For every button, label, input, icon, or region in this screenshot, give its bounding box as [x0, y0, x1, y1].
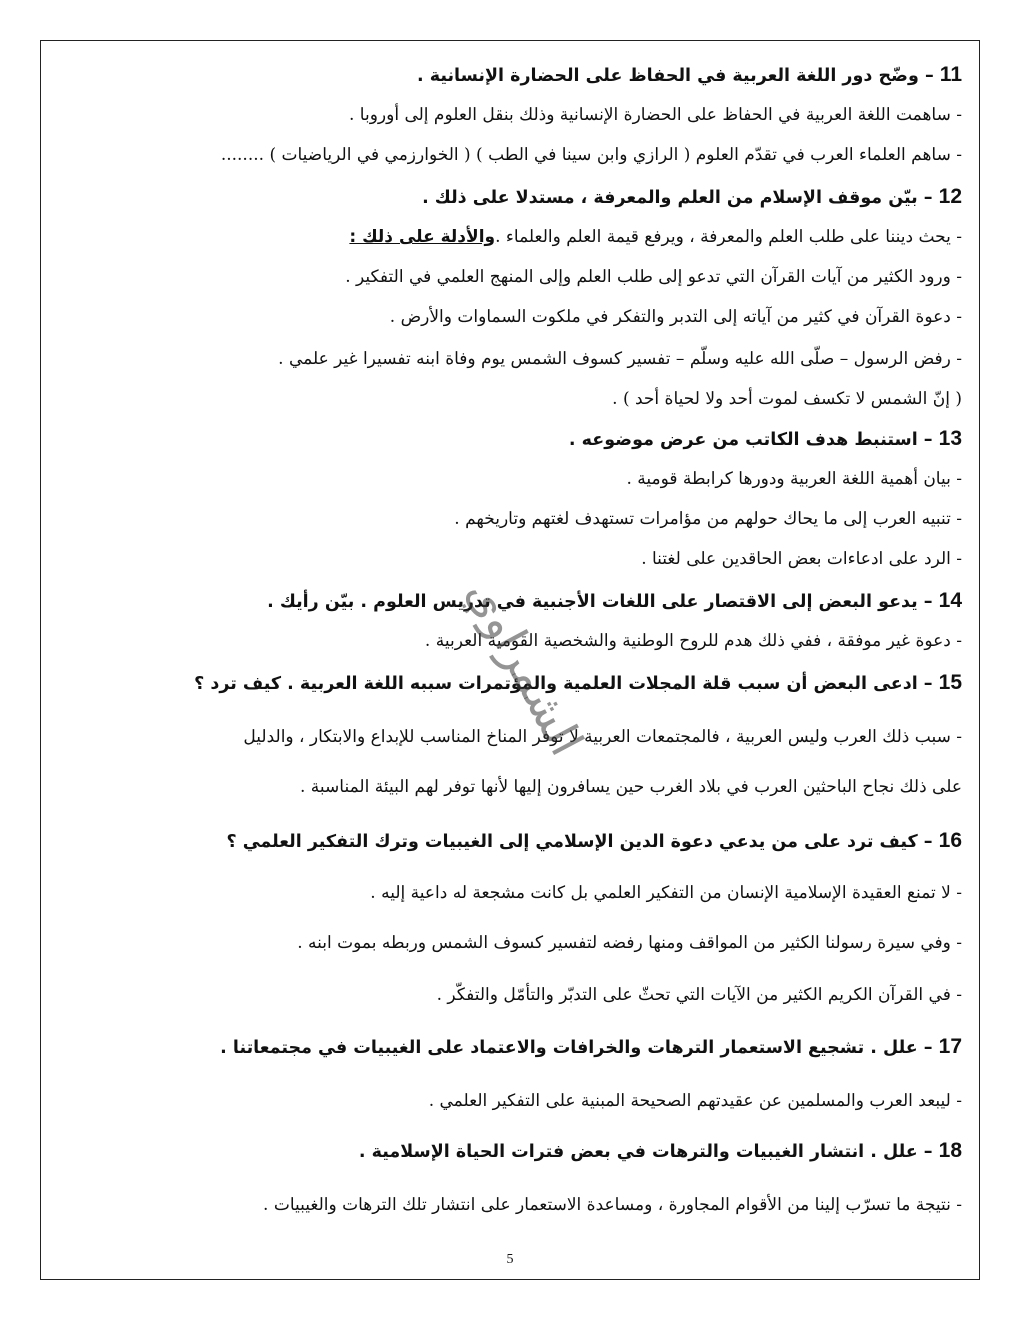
- answer-line: ( إنّ الشمس لا تكسف لموت أحد ولا لحياة أحد ) .: [612, 389, 962, 409]
- answer-line: - الرد على ادعاءات بعض الحاقدين على لغتنا .: [641, 549, 962, 569]
- question-13: 13 – استنبط هدف الكاتب من عرض موضوعه .: [568, 427, 962, 450]
- question-17: 17 – علل . تشجيع الاستعمار الترهات والخرافات والاعتماد على الغيبيات في مجتمعاتنا .: [220, 1035, 962, 1058]
- answer-line: - في القرآن الكريم الكثير من الآيات التي تحثّ على التدبّر والتأمّل والتفكّر .: [436, 985, 962, 1005]
- answer-line: - ورود الكثير من آيات القرآن التي تدعو إلى طلب العلم وإلى المنهج العلمي في التفكير .: [345, 267, 962, 287]
- answer-line: - وفي سيرة رسولنا الكثير من المواقف ومنها رفضه لتفسير كسوف الشمس وربطه بموت ابنه .: [297, 933, 962, 953]
- page-number: 5: [506, 1252, 514, 1267]
- answer-line: - يحث ديننا على طلب العلم والمعرفة ، ويرفع قيمة العلم والعلماء .والأدلة على ذلك :: [349, 227, 962, 247]
- answer-line: - بيان أهمية اللغة العربية ودورها كرابطة قومية .: [626, 469, 962, 489]
- answer-line: - ليبعد العرب والمسلمين عن عقيدتهم الصحيحة المبنية على التفكير العلمي .: [428, 1091, 962, 1111]
- evidence-heading: والأدلة على ذلك :: [349, 227, 496, 247]
- answer-line: - ساهم العلماء العرب في تقدّم العلوم ( الرازي وابن سينا في الطب ) ( الخوارزمي في الرياضيات ) ........: [220, 145, 962, 165]
- answer-line: - دعوة القرآن في كثير من آياته إلى التدبر والتفكر في ملكوت السماوات والأرض .: [389, 307, 962, 327]
- question-16: 16 – كيف ترد على من يدعي دعوة الدين الإسلامي إلى الغيبيات وترك التفكير العلمي ؟: [226, 829, 962, 852]
- answer-line: على ذلك نجاح الباحثين العرب في بلاد الغرب حين يسافرون إليها لأنها توفر لهم البيئة المناسبة .: [299, 777, 962, 797]
- question-18: 18 – علل . انتشار الغيبيات والترهات في بعض فترات الحياة الإسلامية .: [358, 1139, 962, 1162]
- watermark: الشمراوي: [456, 570, 595, 764]
- question-12: 12 – بيّن موقف الإسلام من العلم والمعرفة ، مستدلا على ذلك .: [422, 185, 962, 208]
- question-14: 14 – يدعو البعض إلى الاقتصار على اللغات الأجنبية في تدريس العلوم . بيّن رأيك .: [267, 589, 962, 612]
- answer-line: - دعوة غير موفقة ، ففي ذلك هدم للروح الوطنية والشخصية القومية العربية .: [424, 631, 962, 651]
- answer-line: - رفض الرسول – صلّى الله عليه وسلّم – تفسير كسوف الشمس يوم وفاة ابنه تفسيرا غير علمي .: [278, 349, 962, 369]
- answer-line: - لا تمنع العقيدة الإسلامية الإنسان من التفكير العلمي بل كانت مشجعة له داعية إليه .: [370, 883, 962, 903]
- answer-line: - نتيجة ما تسرّب إلينا من الأقوام المجاورة ، ومساعدة الاستعمار على انتشار تلك الترهات والغيبيات .: [263, 1195, 962, 1215]
- answer-line: - سبب ذلك العرب وليس العربية ، فالمجتمعات العربية لا توفر المناخ المناسب للإبداع والابتكار ، والدليل: [243, 727, 962, 747]
- question-11: 11 – وضّح دور اللغة العربية في الحفاظ على الحضارة الإنسانية .: [416, 63, 962, 86]
- question-15: 15 – ادعى البعض أن سبب قلة المجلات العلمية والمؤتمرات سببه اللغة العربية . كيف ترد ؟: [194, 671, 962, 694]
- answer-line: - تنبيه العرب إلى ما يحاك حولهم من مؤامرات تستهدف لغتهم وتاريخهم .: [454, 509, 962, 529]
- answer-line: - ساهمت اللغة العربية في الحفاظ على الحضارة الإنسانية وذلك بنقل العلوم إلى أوروبا .: [348, 105, 962, 125]
